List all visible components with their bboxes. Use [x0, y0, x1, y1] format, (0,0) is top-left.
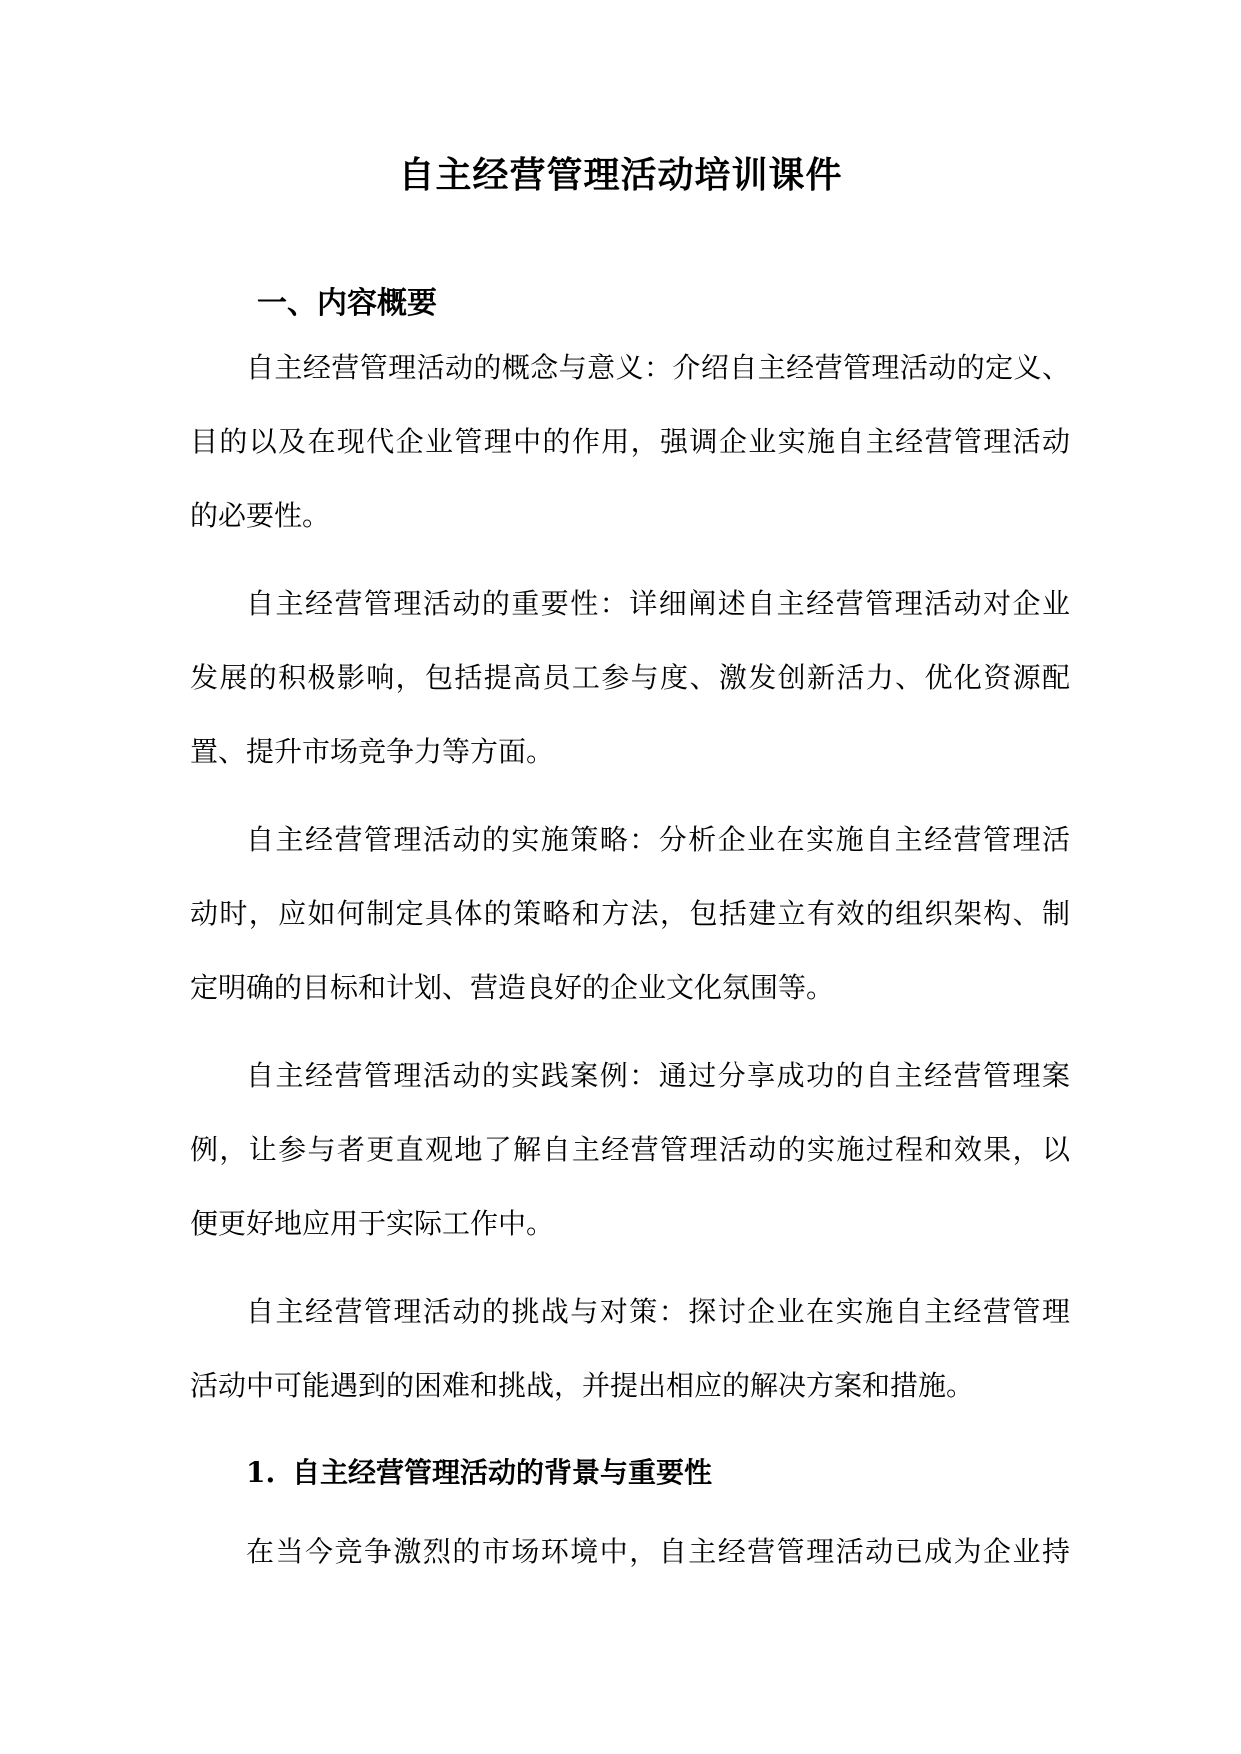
- document-title: 自主经营管理活动培训课件: [398, 154, 843, 196]
- subsection-number: 1.: [246, 1456, 276, 1489]
- subsection-heading-background: [246, 1451, 712, 1495]
- paragraph-line: 自主经营管理活动的挑战与对策：探讨企业在实施自主经营管理: [246, 1295, 1070, 1328]
- paragraph-line: 自主经营管理活动的概念与意义：介绍自主经营管理活动的定义、: [246, 351, 1070, 384]
- paragraph-line: 自主经营管理活动的重要性：详细阐述自主经营管理活动对企业: [246, 587, 1070, 620]
- paragraph-line: 动时，应如何制定具体的策略和方法，包括建立有效的组织架构、制: [190, 897, 1070, 930]
- paragraph-cases: [190, 1039, 1070, 1261]
- section-heading-overview: 一、内容概要: [257, 286, 437, 321]
- paragraph-line: 在当今竞争激烈的市场环境中，自主经营管理活动已成为企业持: [246, 1535, 1070, 1568]
- paragraph-line: 目的以及在现代企业管理中的作用，强调企业实施自主经营管理活动: [190, 425, 1070, 458]
- subsection-title: 自主经营管理活动的背景与重要性: [292, 1456, 713, 1489]
- paragraph-concept: [190, 331, 1070, 553]
- paragraph-line: 发展的积极影响，包括提高员工参与度、激发创新活力、优化资源配: [190, 661, 1070, 694]
- paragraph-importance: [190, 567, 1070, 789]
- paragraph-line: 的必要性。: [190, 499, 331, 532]
- paragraph-strategy: [190, 803, 1070, 1025]
- paragraph-line: 置、提升市场竞争力等方面。: [190, 735, 555, 768]
- paragraph-line: 活动中可能遇到的困难和挑战，并提出相应的解决方案和措施。: [190, 1369, 975, 1402]
- paragraph-line: 定明确的目标和计划、营造良好的企业文化氛围等。: [190, 971, 835, 1004]
- paragraph-challenges: [190, 1275, 1070, 1423]
- paragraph-line: 自主经营管理活动的实践案例：通过分享成功的自主经营管理案: [246, 1059, 1070, 1092]
- paragraph-background: [190, 1515, 1070, 1589]
- paragraph-line: 例，让参与者更直观地了解自主经营管理活动的实施过程和效果，以: [190, 1133, 1070, 1166]
- paragraph-line: 自主经营管理活动的实施策略：分析企业在实施自主经营管理活: [246, 823, 1070, 856]
- paragraph-line: 便更好地应用于实际工作中。: [190, 1207, 555, 1240]
